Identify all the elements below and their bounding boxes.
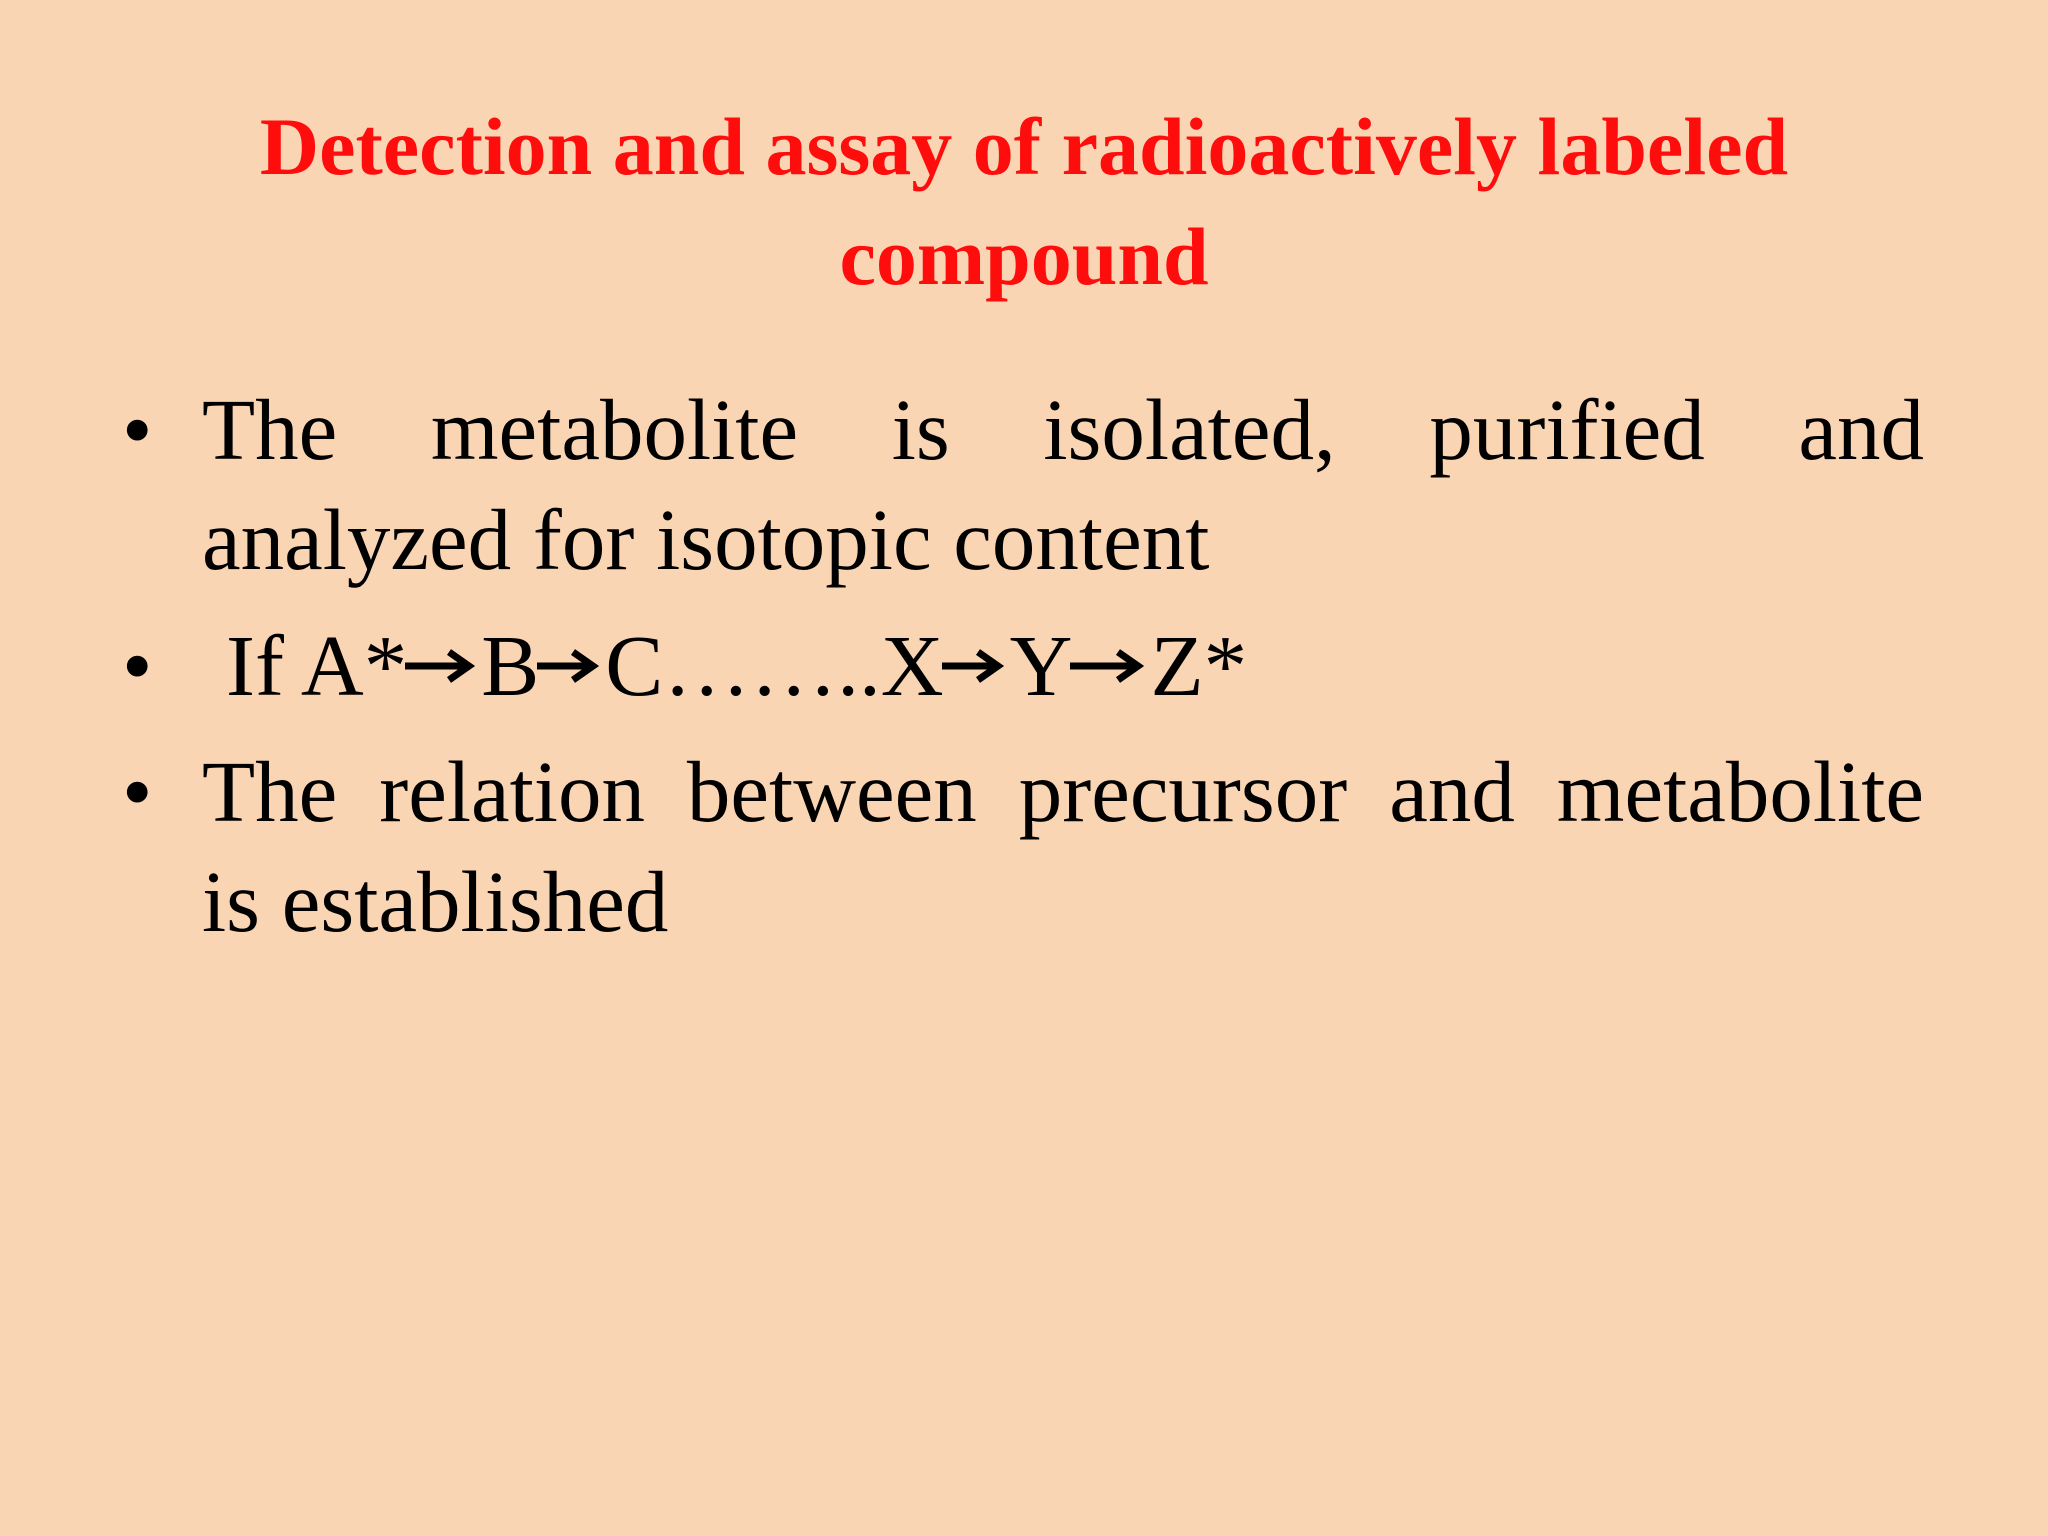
slide-title-line-2: compound xyxy=(839,211,1209,302)
right-arrow-icon xyxy=(401,646,479,686)
sequence-c-to-x: C……..X xyxy=(605,617,944,714)
bullet-item-sequence xyxy=(122,611,1924,721)
bullet-text-line-1: The metabolite is isolated, purified and xyxy=(202,381,1924,478)
bullet-list xyxy=(122,375,1924,973)
bullet-dot-icon: • xyxy=(122,381,153,478)
bullet-text-line-1: The relation between precursor and metabolite xyxy=(202,743,1924,840)
sequence-b: B xyxy=(481,617,540,714)
right-arrow-icon xyxy=(533,646,603,686)
bullet-item-relation xyxy=(122,737,1924,957)
bullet-dot-icon: • xyxy=(122,617,153,714)
bullet-item-isolation xyxy=(122,375,1924,595)
sequence-y: Y xyxy=(1009,617,1073,714)
sequence-start: If A* xyxy=(226,617,408,714)
slide-title-line-1: Detection and assay of radioactively labeled xyxy=(259,101,1789,192)
bullet-dot-icon: • xyxy=(122,743,153,840)
bullet-text-line-2: analyzed for isotopic content xyxy=(202,491,1210,588)
reaction-sequence xyxy=(202,611,1247,721)
sequence-z: Z* xyxy=(1150,617,1248,714)
slide-title xyxy=(120,92,1928,312)
bullet-text-line-2: is established xyxy=(202,853,669,950)
right-arrow-icon xyxy=(1066,646,1148,686)
right-arrow-icon xyxy=(938,646,1008,686)
